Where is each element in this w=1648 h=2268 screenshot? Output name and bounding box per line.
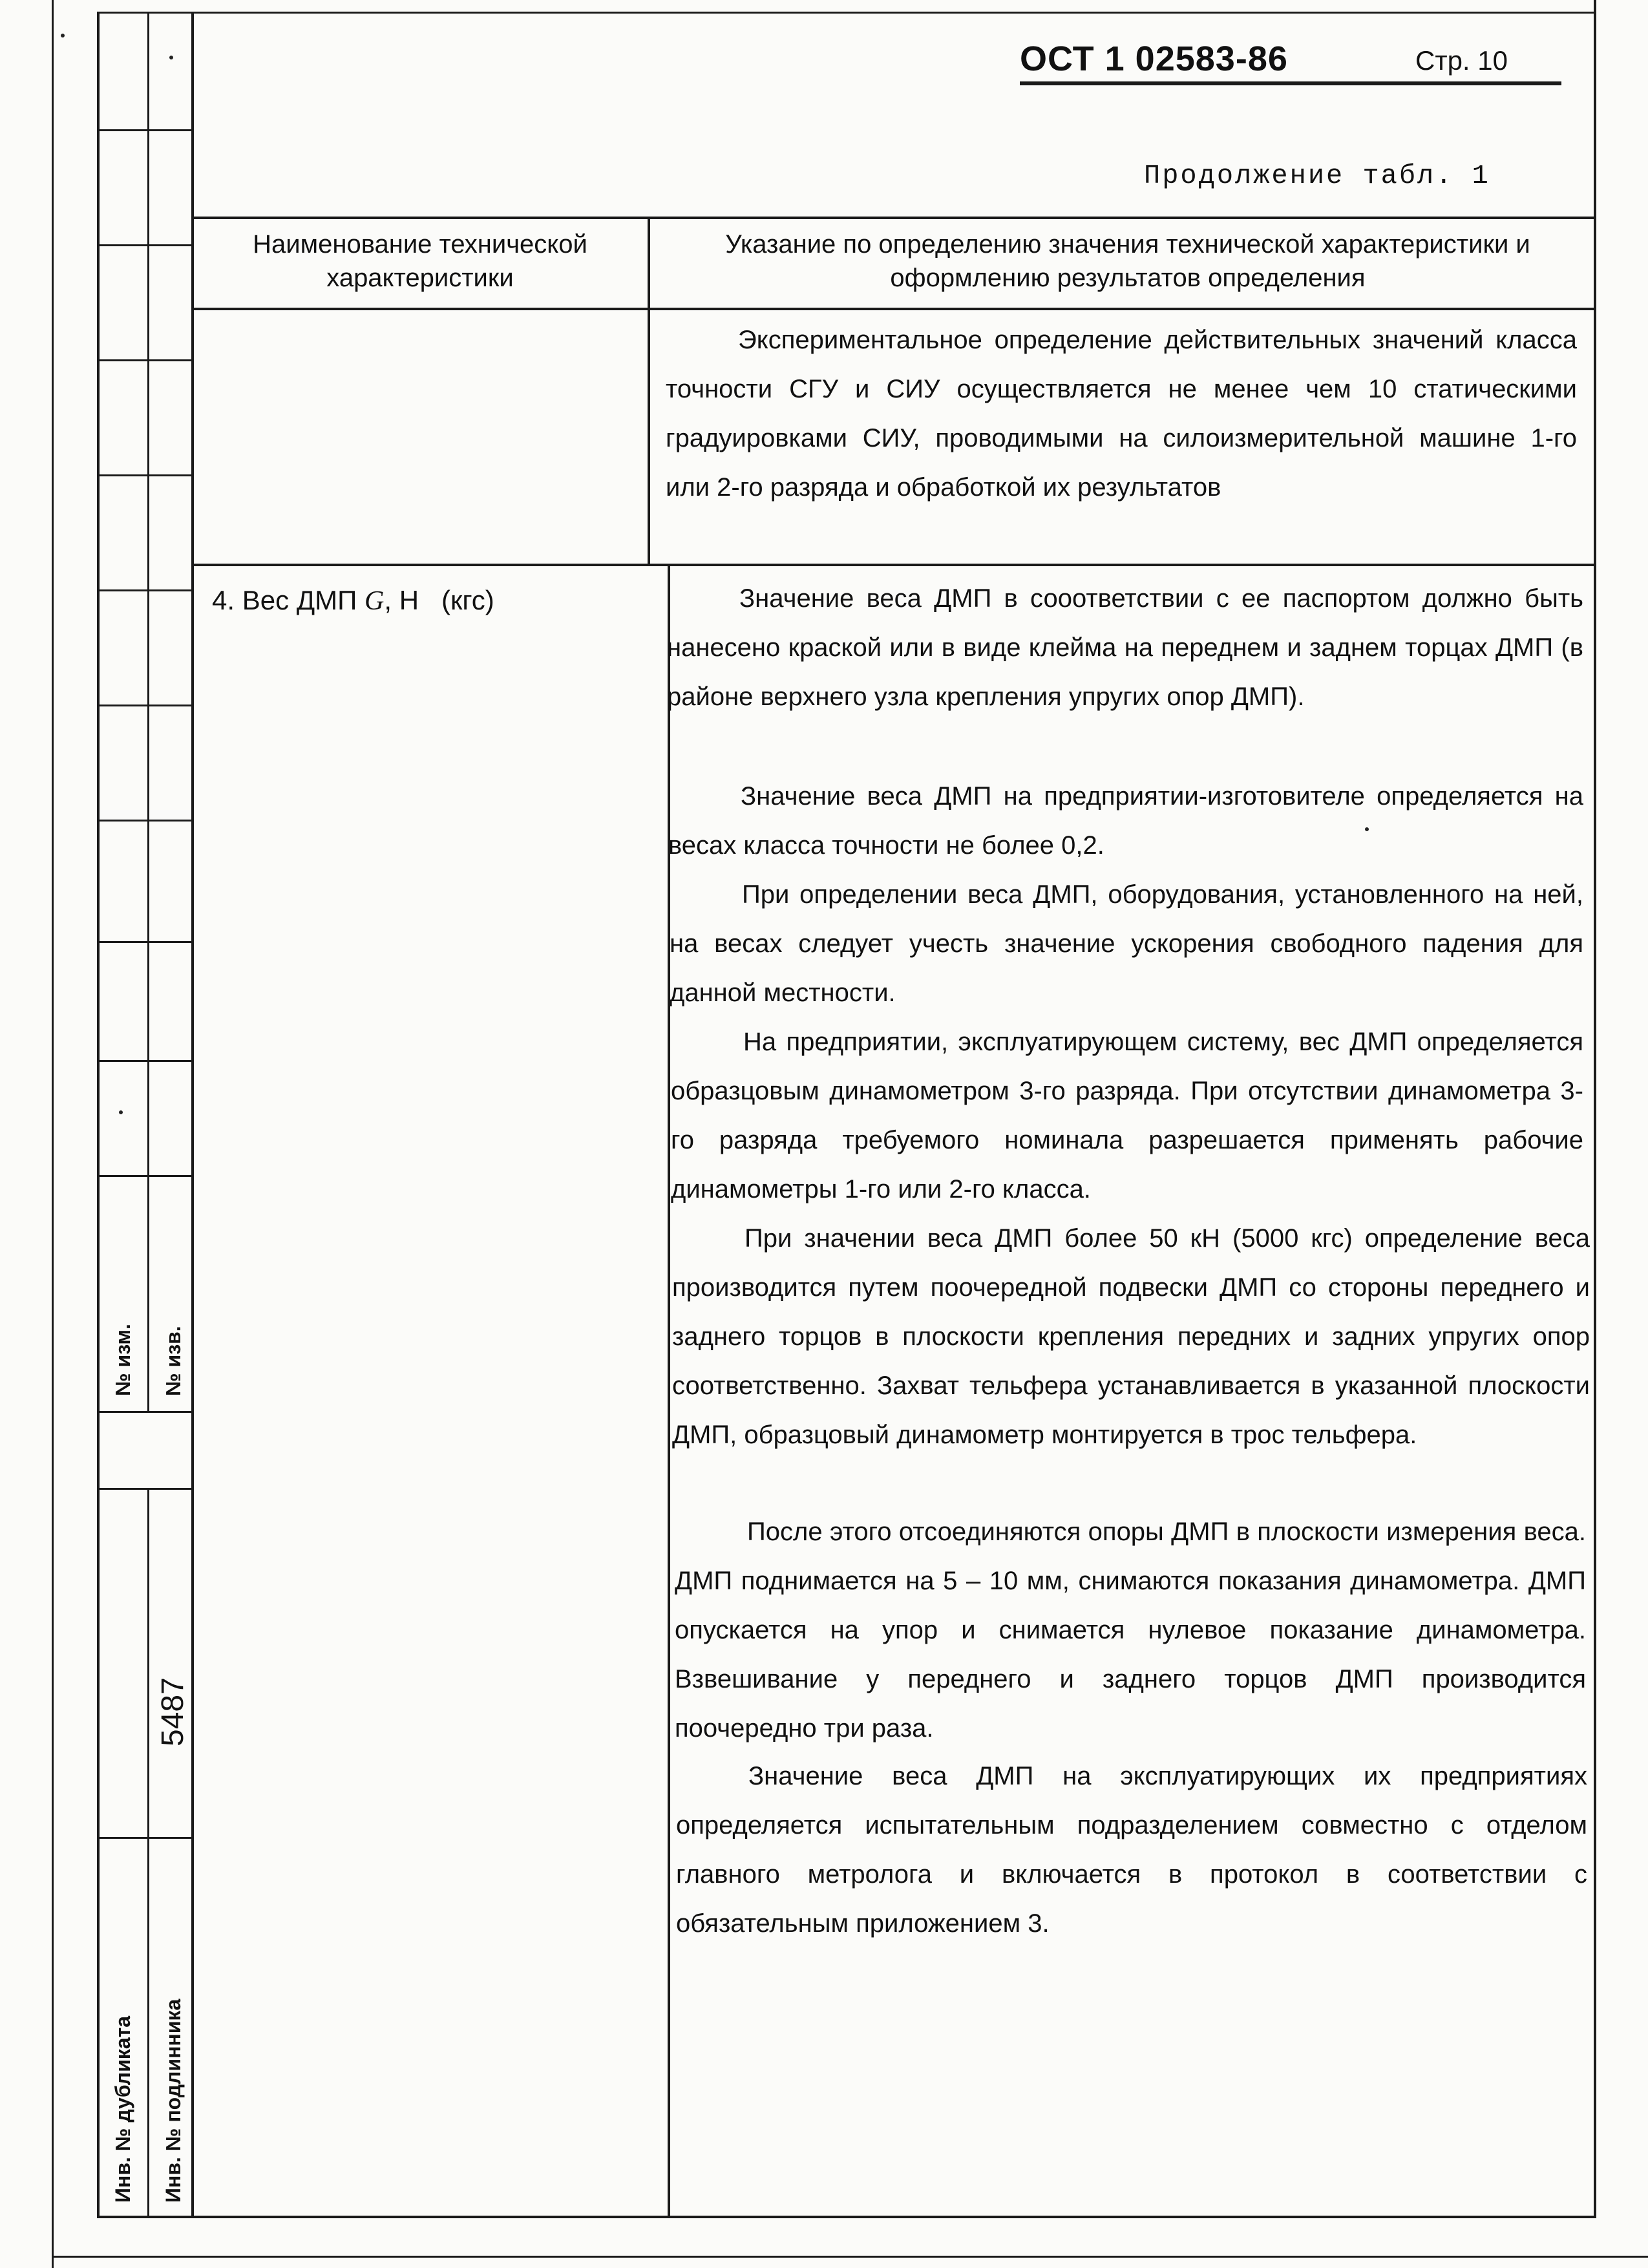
doc-code-underline [1020,81,1561,85]
strip-cell-line [97,1060,194,1062]
paragraph-weighing-procedure: После этого отсоединяются опоры ДМП в плоскости измерения веса. ДМП поднимается на 5 – 10 мм, снимаются показания динамометра. ДМП опускается на упор и снимается нулевое показание динамометра. Взвешивание у переднего и заднего торцов ДМП производится поочередно три раза. [675,1518,1586,1743]
original-inventory-number: 5487 [156,1677,190,1746]
characteristic-prefix: 4. Вес ДМП [212,585,357,615]
frame-right [1594,0,1596,2218]
main-frame-left [191,12,194,2218]
paragraph-operator-weighing: На предприятии, эксплуатирующем систему, вес ДМП определяется образцовым динамометром 3-го разряда. При отсутствии динамометра 3-го разряда требуемого номинала разрешается применять рабочие динамометры 1-го или 2-го класса. [671,1028,1583,1203]
margin-strip-mid-lower [147,1488,149,2218]
characteristic-name [212,585,494,617]
scan-speck [61,34,65,37]
duplicate-inventory-label: Инв. № дубликата [111,2015,134,2203]
paragraph-gravity-correction: При определении веса ДМП, оборудования, установленного на ней, на весах следует учесть значение ускорения свободного падения для данной местности. [670,880,1583,1007]
strip-cell-line [97,359,194,361]
scan-speck [1365,827,1369,831]
original-inventory-label: Инв. № подлинника [162,1998,185,2203]
row-divider [191,564,1596,566]
table-continuation-label: Продолжение табл. 1 [1144,160,1490,191]
strip-cell-line [97,1175,194,1177]
header-rule [191,217,1596,219]
strip-cell-line [97,941,194,943]
page-border-left [52,0,54,2268]
strip-cell-line [97,1837,194,1839]
column-header-instructions: Указание по определению значения технической характеристики и оформлению результатов определения [725,230,1530,292]
column-header-name: Наименование технической характеристики [253,230,587,292]
row1-instruction-text: Экспериментальное определение действительных значений класса точности СГУ и СИУ осуществляется не менее чем 10 статическими градуировками СИУ, проводимыми на силоизмерительной машине 1-го или 2-го разряда и обработкой их результатов [666,326,1577,502]
frame-bottom [97,2216,1596,2218]
strip-cell-line [97,1488,194,1490]
strip-cell-line [97,129,194,131]
page-prefix: Стр. [1415,45,1470,76]
change-number-label: № изм. [111,1324,134,1396]
scan-speck [169,56,173,59]
strip-cell-line [97,1411,194,1413]
characteristic-symbol: G [364,586,385,616]
margin-strip-mid [147,12,149,1411]
notice-number-label: № изв. [162,1326,185,1396]
characteristic-units: , Н (кгс) [384,585,494,615]
col-head-rule [191,308,1596,310]
document-code: ОСТ 1 02583-86 [1020,39,1288,78]
paragraph-manufacturer-weighing: Значение веса ДМП на предприятии-изготовителе определяется на весах класса точности не более 0,2. [668,782,1583,860]
strip-cell-line [97,820,194,821]
frame-top [97,12,1596,14]
page-number-label [1415,45,1508,76]
col-divider-upper [648,217,650,566]
scan-speck [119,1110,123,1114]
page-number: 10 [1477,45,1508,76]
paragraph-marking: Значение веса ДМП в сооответствии с ее паспортом должно быть нанесено краской или в виде клейма на переднем и заднем торцах ДМП (в районе верхнего узла крепления упругих опор ДМП). [667,584,1583,711]
strip-cell-line [97,705,194,706]
strip-cell-line [97,244,194,246]
margin-strip-left [97,12,100,2218]
strip-cell-line [97,474,194,476]
strip-cell-line [97,589,194,591]
paragraph-operator-enterprise: Значение веса ДМП на эксплуатирующих их предприятиях определяется испытательным подразделением совместно с отделом главного метролога и включается в протокол в соответствии с обязательным приложением 3. [676,1762,1587,1938]
paragraph-heavy-weighing: При значении веса ДМП более 50 кН (5000 кгс) определение веса производится путем поочередной подвески ДМП со стороны переднего и заднего торцов в плоскости крепления передних и задних упругих опор соответственно. Захват тельфера устанавливается в указанной плоскости ДМП, образцовый динамометр монтируется в трос тельфера. [672,1224,1590,1449]
page-border-bottom [52,2256,1648,2258]
